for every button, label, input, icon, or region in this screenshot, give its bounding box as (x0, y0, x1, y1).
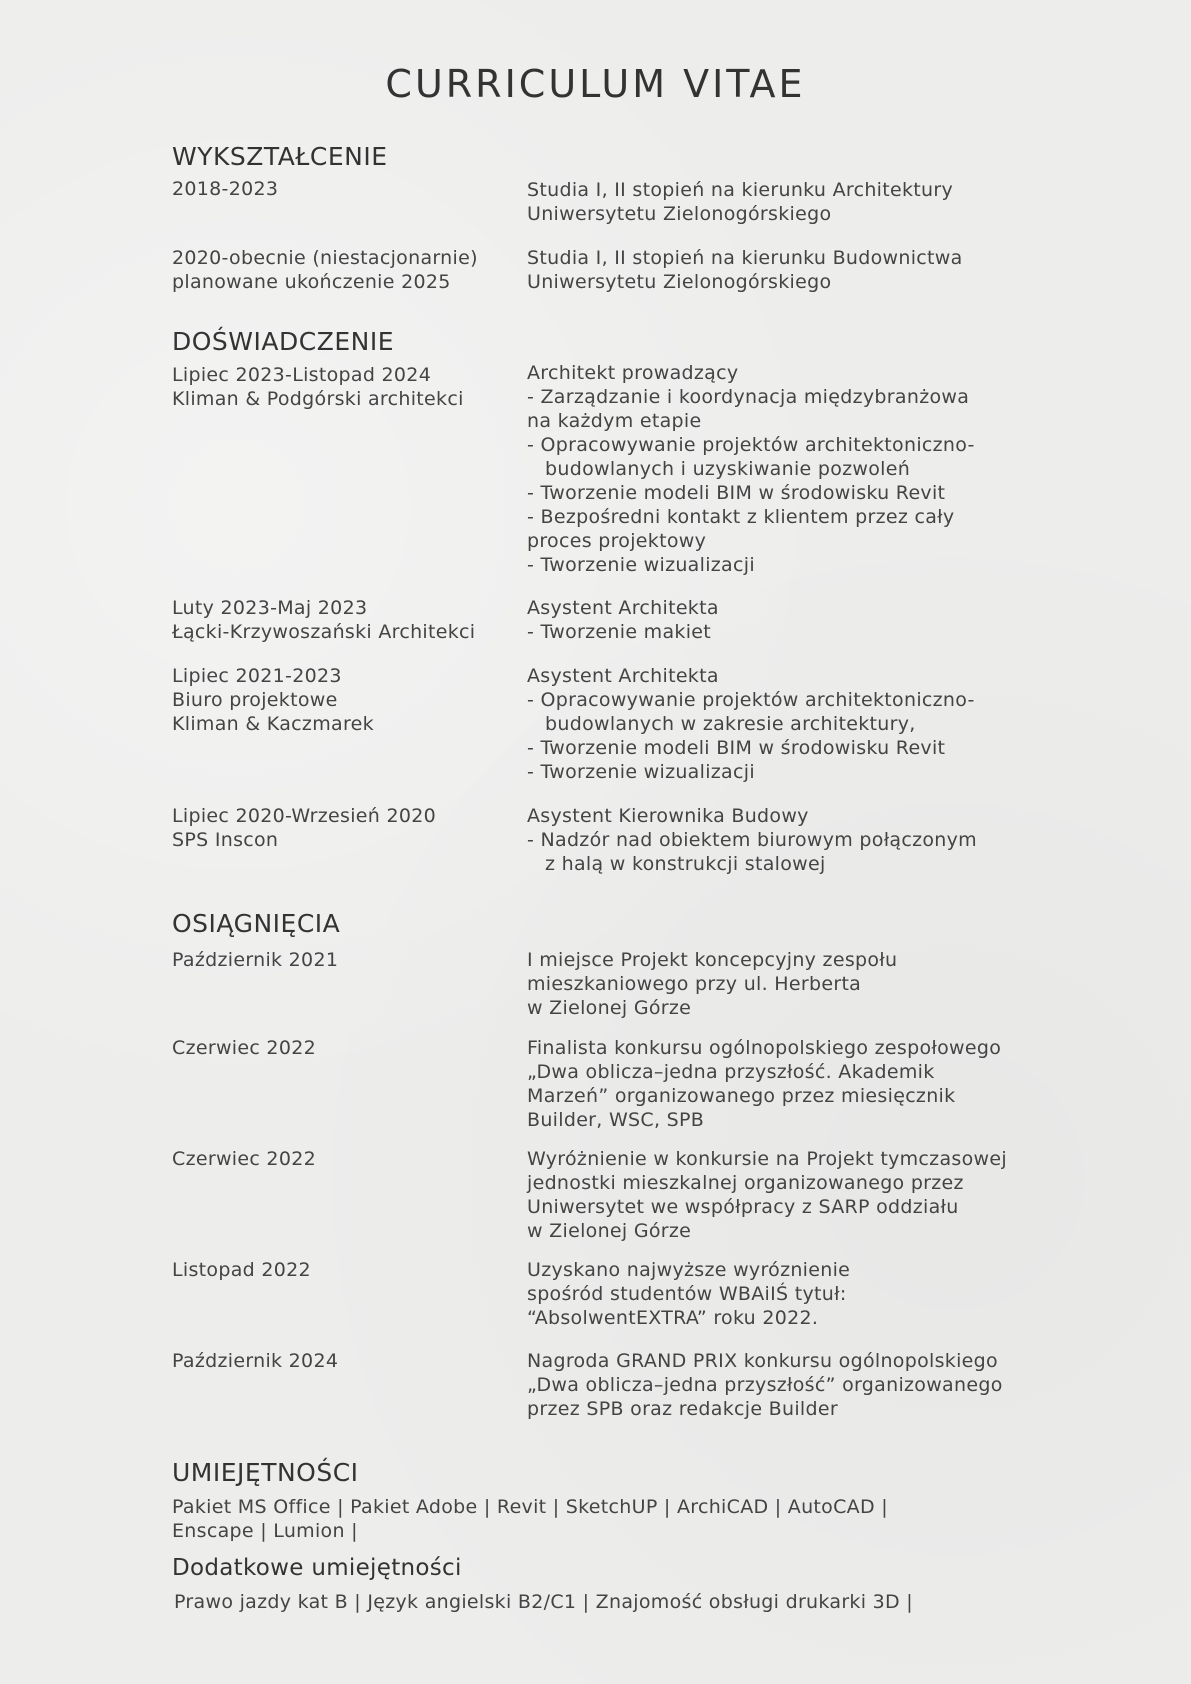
achievement-2-details (527, 1036, 1001, 1132)
entry-line: - Tworzenie wizualizacji (527, 761, 755, 783)
experience-entry-1-details (527, 361, 975, 577)
document-title: CURRICULUM VITAE (385, 62, 806, 106)
entry-line: - Opracowywanie projektów architektoniczno- (527, 689, 975, 711)
entry-line: Październik 2024 (172, 1350, 339, 1372)
experience-entry-4-dates (172, 804, 436, 852)
section-heading-experience: DOŚWIADCZENIE (172, 327, 394, 356)
education-entry-1-details (527, 178, 953, 226)
experience-entry-3-details (527, 664, 975, 784)
extra-skills-list (174, 1590, 913, 1614)
skills-line: Pakiet MS Office | Pakiet Adobe | Revit | SketchUP | ArchiCAD | AutoCAD | (172, 1496, 888, 1518)
entry-line: Czerwiec 2022 (172, 1148, 316, 1170)
achievement-5-date (172, 1349, 338, 1373)
entry-line: w Zielonej Górze (527, 1220, 692, 1242)
entry-line: Kliman & Podgórski architekci (172, 388, 464, 410)
entry-line: - Tworzenie modeli BIM w środowisku Revit (527, 482, 946, 504)
achievement-5-details (527, 1349, 1003, 1421)
entry-line: Architekt prowadzący (527, 362, 739, 384)
entry-line: jednostki mieszkalnej organizowanego przez (527, 1172, 964, 1194)
experience-entry-1-dates (172, 363, 464, 411)
entry-line: z halą w konstrukcji stalowej (545, 853, 826, 875)
entry-line: Lipiec 2021-2023 (172, 665, 342, 687)
entry-line: “AbsolwentEXTRA” roku 2022. (527, 1307, 819, 1329)
entry-line: - Zarządzanie i koordynacja międzybranżowa (527, 386, 970, 408)
entry-line: Biuro projektowe (172, 689, 338, 711)
entry-line: proces projektowy (527, 530, 707, 552)
entry-line: Kliman & Kaczmarek (172, 713, 374, 735)
entry-line: - Tworzenie modeli BIM w środowisku Revit (527, 737, 946, 759)
achievement-4-date (172, 1258, 311, 1282)
entry-line: - Bezpośredni kontakt z klientem przez cały (527, 506, 955, 528)
entry-line: spośród studentów WBAiIŚ tytuł: (527, 1283, 847, 1305)
achievement-1-details (527, 948, 897, 1020)
achievement-4-details (527, 1258, 850, 1330)
entry-line: „Dwa oblicza–jedna przyszłość. Akademik (527, 1061, 935, 1083)
entry-line: 2018-2023 (172, 178, 279, 200)
section-heading-extra-skills: Dodatkowe umiejętności (172, 1555, 462, 1581)
entry-line: Asystent Architekta (527, 597, 719, 619)
experience-entry-2-details (527, 596, 719, 644)
entry-line: Październik 2021 (172, 949, 339, 971)
entry-line: - Tworzenie makiet (527, 621, 712, 643)
entry-line: planowane ukończenie 2025 (172, 271, 451, 293)
achievement-2-date (172, 1036, 316, 1060)
entry-line: Asystent Architekta (527, 665, 719, 687)
entry-line: - Opracowywanie projektów architektoniczno- (527, 434, 975, 456)
entry-line: mieszkaniowego przy ul. Herberta (527, 973, 862, 995)
entry-line: Studia I, II stopień na kierunku Architektury (527, 179, 954, 201)
entry-line: Nagroda GRAND PRIX konkursu ogólnopolskiego (527, 1350, 998, 1372)
entry-line: „Dwa oblicza–jedna przyszłość” organizowanego (527, 1374, 1003, 1396)
entry-line: - Nadzór nad obiektem biurowym połączonym (527, 829, 977, 851)
education-entry-2-details (527, 246, 963, 294)
entry-line: Builder, WSC, SPB (527, 1109, 705, 1131)
entry-line: Wyróżnienie w konkursie na Projekt tymczasowej (527, 1148, 1007, 1170)
achievement-3-details (527, 1147, 1007, 1243)
entry-line: Lipiec 2020-Wrzesień 2020 (172, 805, 437, 827)
experience-entry-3-dates (172, 664, 374, 736)
entry-line: Uniwersytetu Zielonogórskiego (527, 271, 832, 293)
section-heading-achievements: OSIĄGNIĘCIA (172, 909, 341, 938)
section-heading-education: WYKSZTAŁCENIE (172, 142, 388, 171)
entry-line: 2020-obecnie (niestacjonarnie) (172, 247, 478, 269)
entry-line: Listopad 2022 (172, 1259, 311, 1281)
entry-line: Marzeń” organizowanego przez miesięcznik (527, 1085, 956, 1107)
education-entry-1-dates (172, 177, 278, 201)
experience-entry-2-dates (172, 596, 475, 644)
entry-line: Luty 2023-Maj 2023 (172, 597, 368, 619)
entry-line: Uniwersytet we współpracy z SARP oddziału (527, 1196, 959, 1218)
entry-line: Łącki-Krzywoszański Architekci (172, 621, 476, 643)
experience-entry-4-details (527, 804, 977, 876)
entry-line: przez SPB oraz redakcje Builder (527, 1398, 838, 1420)
entry-line: Finalista konkursu ogólnopolskiego zespołowego (527, 1037, 1002, 1059)
skills-list (172, 1495, 888, 1543)
entry-line: Lipiec 2023-Listopad 2024 (172, 364, 432, 386)
skills-line: Prawo jazdy kat B | Język angielski B2/C1 | Znajomość obsługi drukarki 3D | (174, 1591, 914, 1613)
entry-line: - Tworzenie wizualizacji (527, 554, 755, 576)
entry-line: na każdym etapie (527, 410, 702, 432)
entry-line: budowlanych w zakresie architektury, (545, 713, 916, 735)
entry-line: Studia I, II stopień na kierunku Budownictwa (527, 247, 963, 269)
skills-line: Enscape | Lumion | (172, 1520, 358, 1542)
entry-line: I miejsce Projekt koncepcyjny zespołu (527, 949, 898, 971)
education-entry-2-dates (172, 246, 478, 294)
entry-line: budowlanych i uzyskiwanie pozwoleń (545, 458, 911, 480)
entry-line: Uzyskano najwyższe wyróznienie (527, 1259, 851, 1281)
entry-line: SPS Inscon (172, 829, 279, 851)
section-heading-skills: UMIEJĘTNOŚCI (172, 1458, 359, 1487)
entry-line: Asystent Kierownika Budowy (527, 805, 809, 827)
achievement-1-date (172, 948, 338, 972)
entry-line: w Zielonej Górze (527, 997, 692, 1019)
achievement-3-date (172, 1147, 316, 1171)
entry-line: Czerwiec 2022 (172, 1037, 316, 1059)
entry-line: Uniwersytetu Zielonogórskiego (527, 203, 832, 225)
